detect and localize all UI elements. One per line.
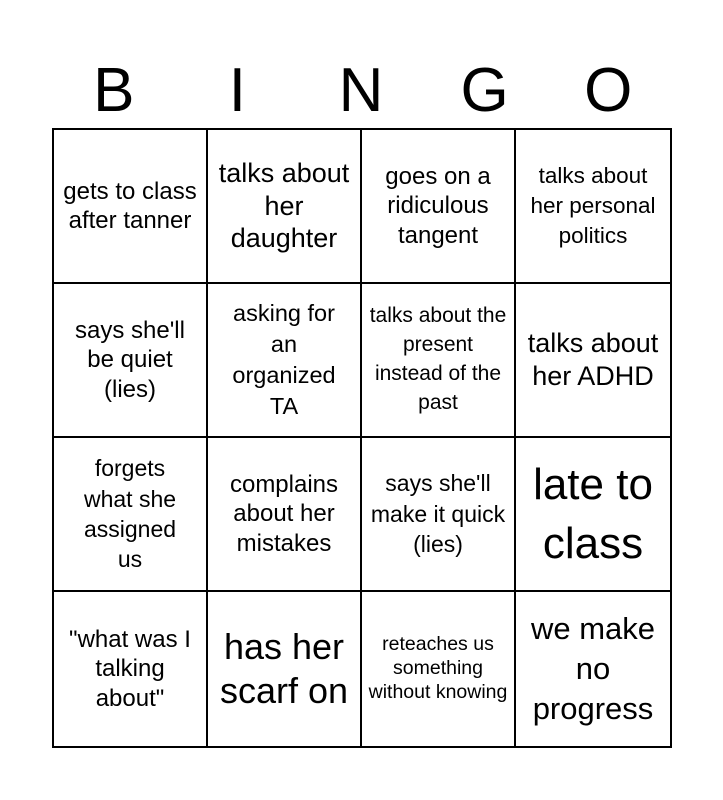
bingo-cell[interactable] — [362, 284, 516, 438]
bingo-cell[interactable] — [516, 592, 670, 746]
cell-text: talks about the present instead of the past — [369, 304, 507, 414]
cell-text: asking for an organized TA — [232, 299, 336, 420]
cell-text: complains about her mistakes — [229, 471, 339, 557]
cell-text: goes on a ridiculous tangent — [385, 163, 491, 249]
header-letter-g: G — [460, 56, 509, 125]
bingo-cell[interactable] — [208, 130, 362, 284]
header-letter-n: N — [338, 56, 384, 125]
bingo-cell[interactable] — [208, 438, 362, 592]
bingo-cell[interactable] — [516, 130, 670, 284]
cell-text: has her scarf on — [219, 626, 349, 711]
bingo-cell[interactable] — [362, 130, 516, 284]
bingo-cell[interactable] — [54, 438, 208, 592]
bingo-cell[interactable] — [362, 592, 516, 746]
cell-text: forgets what she assigned us — [83, 455, 177, 573]
bingo-header — [52, 58, 670, 124]
cell-text: late to class — [533, 459, 653, 568]
header-letter-o: O — [584, 56, 633, 125]
header-letter-i: I — [228, 56, 246, 125]
cell-text: talks about her ADHD — [527, 328, 659, 391]
cell-text: says she'll be quiet (lies) — [75, 317, 185, 403]
cell-text: reteaches us something without knowing — [368, 633, 508, 703]
bingo-cell[interactable] — [54, 130, 208, 284]
bingo-cell[interactable] — [516, 284, 670, 438]
bingo-cell[interactable] — [208, 284, 362, 438]
bingo-cell[interactable] — [54, 592, 208, 746]
cell-text: talks about her personal politics — [530, 163, 656, 248]
cell-text: says she'll make it quick (lies) — [370, 470, 506, 558]
bingo-board — [52, 128, 672, 748]
bingo-cell[interactable] — [54, 284, 208, 438]
cell-text: gets to class after tanner — [63, 177, 197, 234]
cell-text: we make no progress — [530, 611, 656, 726]
bingo-cell[interactable] — [516, 438, 670, 592]
bingo-cell[interactable] — [208, 592, 362, 746]
header-letter-b: B — [93, 56, 135, 125]
cell-text: talks about her daughter — [218, 157, 350, 254]
bingo-cell[interactable] — [362, 438, 516, 592]
cell-text: "what was I talking about" — [69, 626, 191, 712]
